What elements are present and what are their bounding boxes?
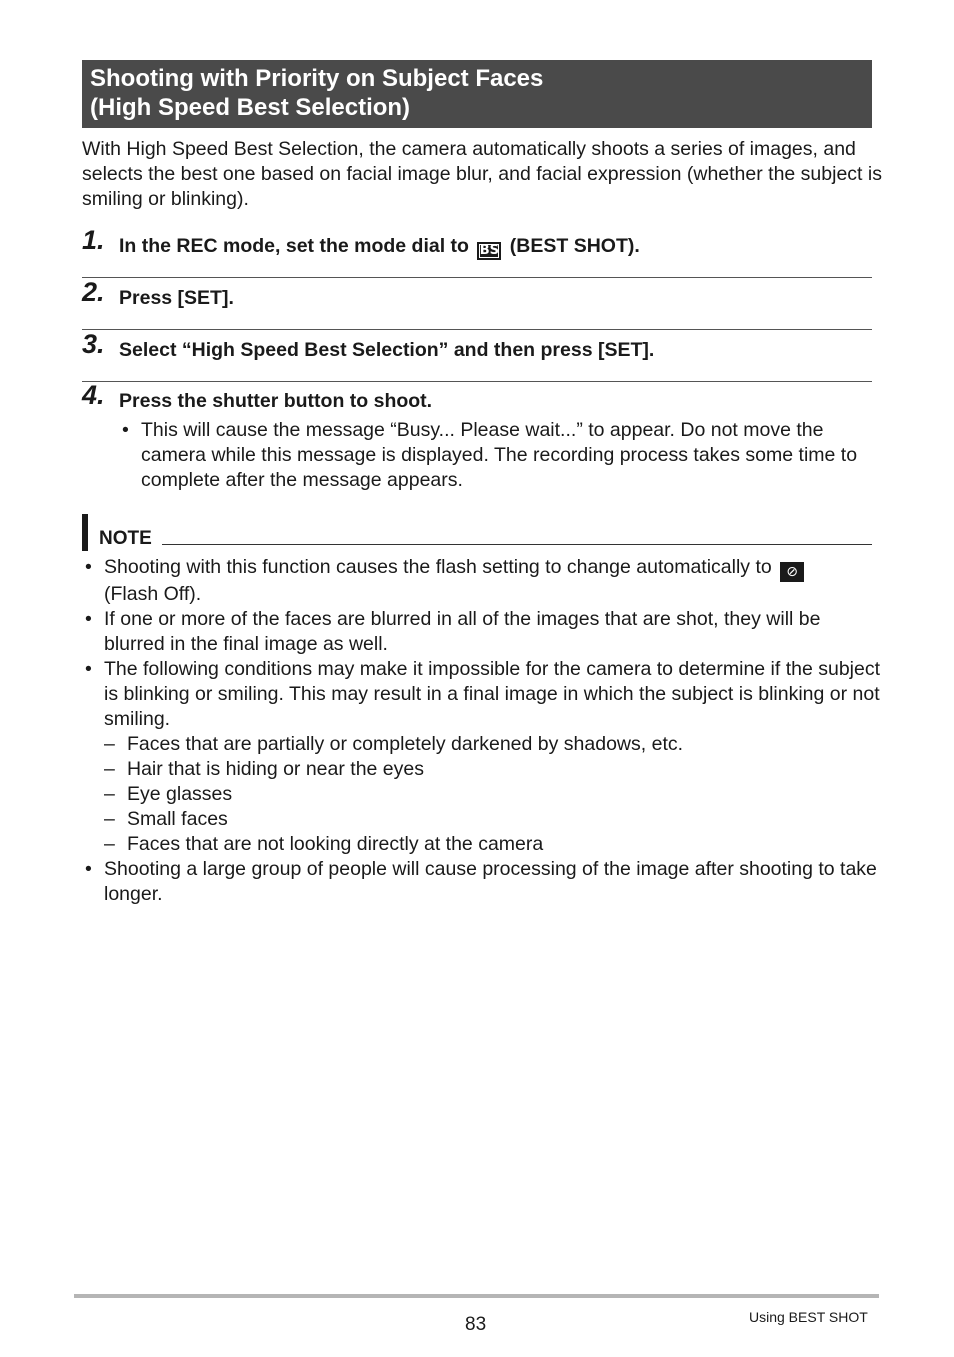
step-number: 4. (82, 380, 105, 410)
step-4-bullets (119, 418, 859, 493)
note-label: NOTE (99, 528, 152, 549)
dash-icon: – (104, 783, 115, 805)
bullet-icon: • (85, 556, 92, 578)
bullet-icon: • (122, 419, 129, 441)
sub-list-item: – Eye glasses (104, 783, 233, 805)
step-divider (82, 381, 872, 382)
note-divider (162, 544, 872, 545)
sub-list-item: – Small faces (104, 808, 228, 830)
step-text: Press the shutter button to shoot. (119, 390, 433, 412)
section-title-bar (82, 60, 872, 128)
step-divider (82, 277, 872, 278)
intro-paragraph: With High Speed Best Selection, the camera automatically shoots a series of images, and selects the best one based on facial image blur, and facial expression (whether the subject is smiling or blinking). (82, 138, 882, 210)
step-text: In the REC mode, set the mode dial to BS (BEST SHOT). (119, 235, 640, 258)
step-text: Select “High Speed Best Selection” and then press [SET]. (119, 339, 655, 361)
list-item: • Shooting with this function causes the flash setting to change automatically to ⊘ (Flash Off). (82, 555, 882, 607)
bullet-icon: • (85, 658, 92, 680)
step-number: 1. (82, 225, 105, 255)
footer-section-name: Using BEST SHOT (749, 1309, 868, 1325)
step-text: Press [SET]. (119, 287, 234, 309)
dash-icon: – (104, 833, 115, 855)
note-list (82, 555, 882, 907)
list-item: • This will cause the message “Busy... Please wait...” to appear. Do not move the camera while this message is displayed. The recording process takes some time to complete after the message appears. (122, 419, 858, 491)
best-shot-mode-icon: BS (477, 242, 501, 260)
bullet-icon: • (85, 608, 92, 630)
list-item: • If one or more of the faces are blurred in all of the images that are shot, they will be blurred in the final image as well. (85, 608, 821, 655)
list-item: • The following conditions may make it impossible for the camera to determine if the subject is blinking or smiling. This may result in a final image in which the subject is blinking or not smiling. (85, 658, 881, 730)
note-marker (82, 514, 88, 551)
sub-list-item: – Hair that is hiding or near the eyes (104, 758, 424, 780)
step-number: 2. (82, 277, 105, 307)
bullet-icon: • (85, 858, 92, 880)
sub-list-item: – Faces that are not looking directly at the camera (104, 833, 544, 855)
step-divider (82, 329, 872, 330)
section-title-line-1: Shooting with Priority on Subject Faces (90, 65, 544, 92)
flash-off-icon: ⊘ (780, 562, 804, 582)
page-number: 83 (465, 1314, 487, 1335)
section-title-line-2: (High Speed Best Selection) (90, 94, 411, 121)
step-number: 3. (82, 329, 105, 359)
sub-list-item: – Faces that are partially or completely darkened by shadows, etc. (104, 733, 684, 755)
dash-icon: – (104, 758, 115, 780)
dash-icon: – (104, 808, 115, 830)
dash-icon: – (104, 733, 115, 755)
footer-divider (74, 1294, 879, 1298)
list-item: • Shooting a large group of people will cause processing of the image after shooting to take longer. (85, 858, 877, 905)
